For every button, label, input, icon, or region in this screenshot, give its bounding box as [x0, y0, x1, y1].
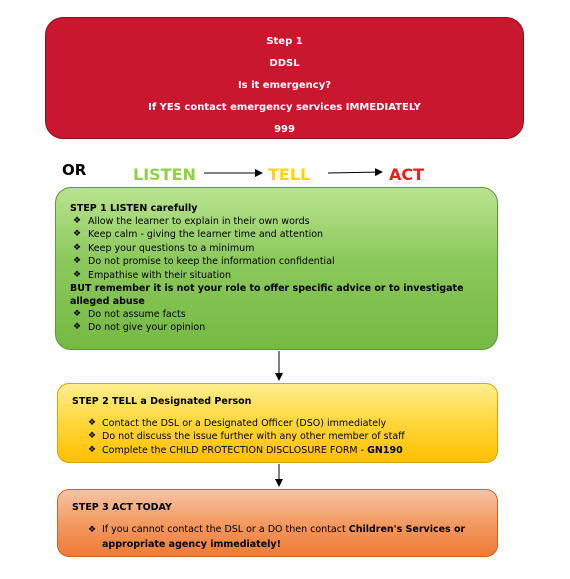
listen-but-note: BUT remember it is not your role to offer specific advice or to investigate alleged abuse	[70, 283, 464, 308]
list-item: ❖ Empathise with their situation	[73, 269, 231, 281]
list-item: ❖ If you cannot contact the DSL or a DO then contact Children's Services or appropriate agency immediately!	[88, 524, 466, 550]
step1-title: Step 1	[266, 36, 303, 47]
diamond-bullet-icon: ❖	[88, 418, 97, 428]
listen-heading: STEP 1 LISTEN carefully	[70, 203, 198, 214]
step2-tell-box	[57, 383, 498, 463]
step1-ddsl: DDSL	[269, 58, 300, 69]
form-code: GN190	[367, 444, 403, 456]
list-item: ❖ Contact the DSL or a Designated Officer (DSO) immediately	[88, 418, 387, 429]
or-label: OR	[62, 161, 87, 179]
listen-word: LISTEN	[133, 165, 196, 184]
step3-act-box	[57, 489, 498, 557]
tell-word: TELL	[268, 165, 311, 184]
list-item: ❖ Do not give your opinion	[73, 322, 206, 334]
list-item: ❖ Complete the CHILD PROTECTION DISCLOSURE FORM - GN190	[88, 444, 403, 456]
step1-listen-box	[55, 187, 498, 350]
list-item: ❖ Do not assume facts	[73, 309, 186, 321]
act-word: ACT	[389, 165, 425, 184]
list-item: ❖ Keep calm - giving the learner time and attention	[73, 229, 324, 241]
list-item: ❖ Do not promise to keep the information confidential	[73, 256, 335, 268]
act-emphasis: Children's Services or appropriate agency immediately!	[102, 524, 466, 550]
diamond-bullet-icon: ❖	[73, 256, 82, 267]
diamond-bullet-icon: ❖	[88, 444, 97, 455]
tell-to-act-arrow	[328, 172, 382, 173]
diamond-bullet-icon: ❖	[73, 242, 82, 253]
diamond-bullet-icon: ❖	[73, 309, 82, 320]
list-item: ❖ Do not discuss the issue further with any other member of staff	[88, 431, 405, 443]
diamond-bullet-icon: ❖	[88, 431, 97, 442]
step1-instruction: If YES contact emergency services IMMEDIATELY	[148, 102, 421, 113]
diamond-bullet-icon: ❖	[73, 269, 82, 280]
list-item: ❖ Allow the learner to explain in their own words	[73, 216, 310, 227]
tell-heading: STEP 2 TELL a Designated Person	[72, 396, 252, 407]
diamond-bullet-icon: ❖	[73, 322, 82, 333]
step1-number: 999	[274, 124, 295, 135]
diamond-bullet-icon: ❖	[73, 216, 82, 226]
act-heading: STEP 3 ACT TODAY	[72, 502, 172, 513]
step1-question: Is it emergency?	[237, 80, 332, 91]
diamond-bullet-icon: ❖	[73, 229, 82, 240]
list-item: ❖ Keep your questions to a minimum	[73, 242, 255, 254]
diamond-bullet-icon: ❖	[88, 525, 97, 535]
